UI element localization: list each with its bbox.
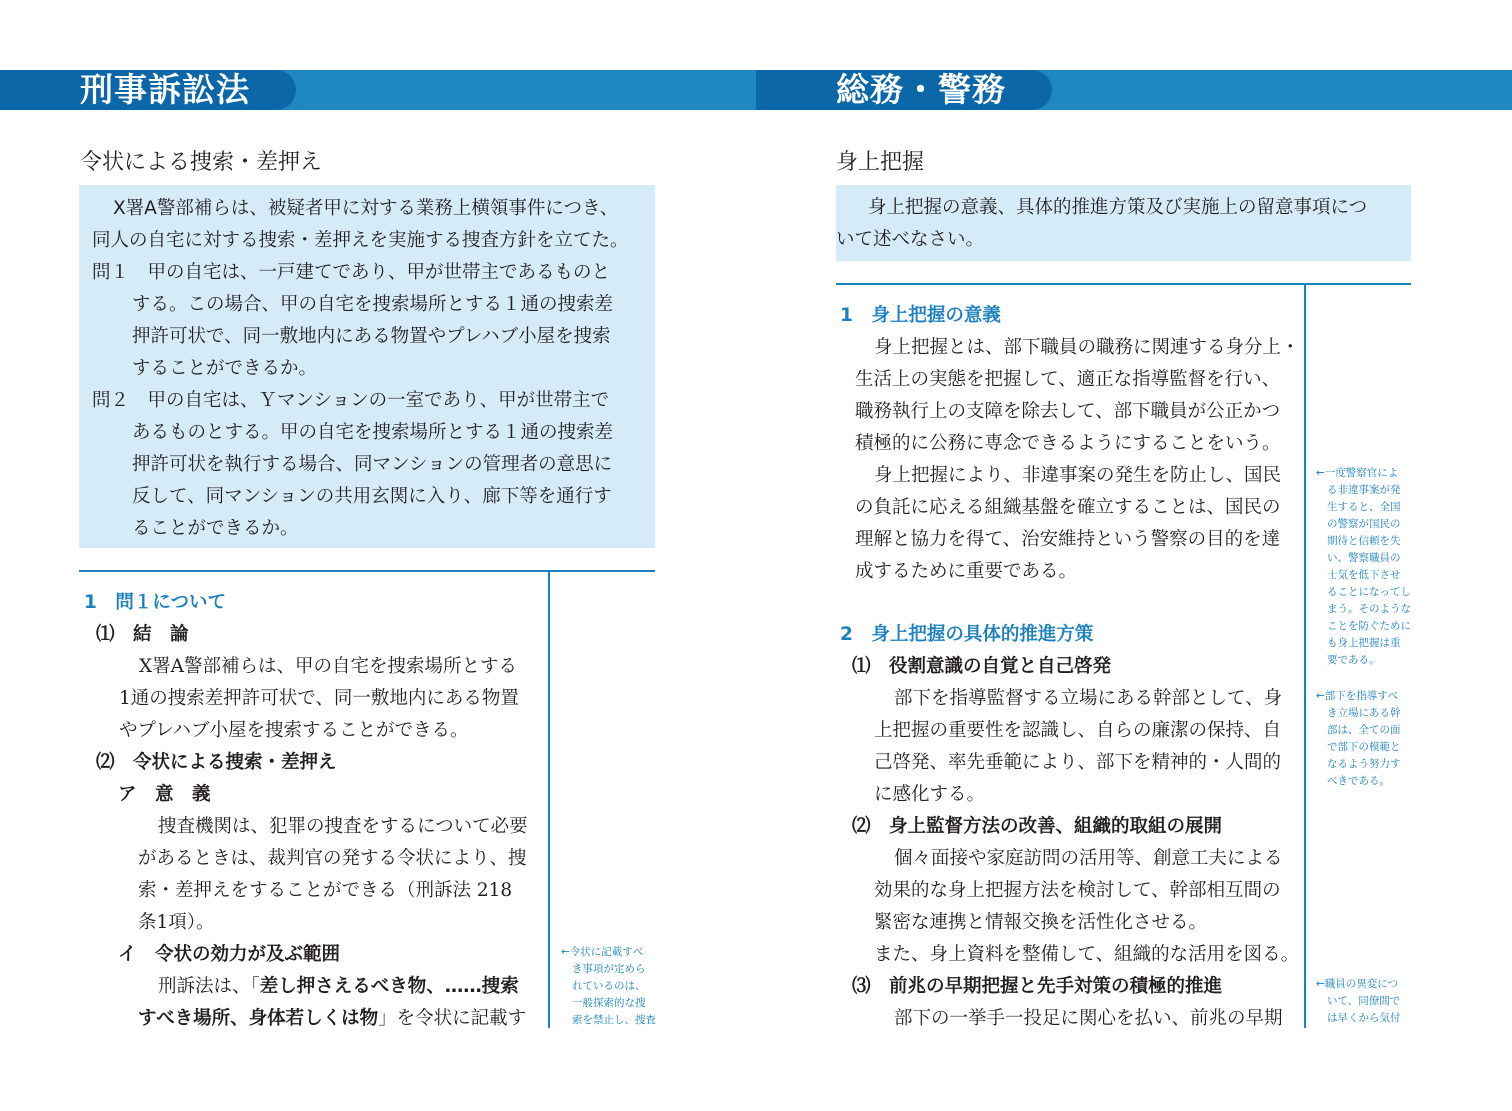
question-line: いて述べなさい。: [836, 229, 985, 250]
note-line: 士気を低下させ: [1327, 569, 1401, 581]
note-line: まう。そのような: [1327, 603, 1411, 615]
note-line: き立場にある幹: [1327, 707, 1401, 719]
note-line: いて、同僚間で: [1327, 995, 1401, 1007]
body-line: 捜査機関は、犯罪の捜査をするについて必要: [158, 816, 528, 837]
body-line: 効果的な身上把握方法を検討して、幹部相互間の: [874, 880, 1281, 901]
margin-note-right-2: [1316, 688, 1401, 790]
section-rule-right: [836, 283, 1411, 285]
section-heading: 1 問１について: [84, 592, 227, 613]
question-line: 同人の自宅に対する捜索・差押えを実施する捜査方針を立てた。: [92, 230, 629, 251]
question-line: 問１ 甲の自宅は、一戸建てであり、甲が世帯主であるものと: [92, 262, 611, 283]
note-line: ←令状に記載すべ: [561, 946, 644, 958]
body-line: [158, 971, 519, 1003]
body-line: X署A警部補らは、甲の自宅を捜索場所とする: [139, 656, 518, 677]
note-line: 部は、全ての面: [1327, 724, 1401, 736]
body-text: 刑訴法は、「: [158, 976, 260, 997]
note-line: 要である。: [1327, 654, 1380, 666]
margin-note-left: [561, 944, 656, 1029]
note-line: なるよう努力す: [1327, 758, 1401, 770]
question-line: 押許可状で、同一敷地内にある物置やプレハブ小屋を捜索: [132, 326, 611, 347]
topic-title-right: 身上把握: [836, 150, 925, 175]
body-line: 索・差押えをすることができる（刑訴法 218: [138, 880, 513, 901]
body-line: 身上把握とは、部下職員の職務に関連する身分上・: [874, 337, 1300, 358]
body-line: 生活上の実態を把握して、適正な指導監督を行い、: [855, 369, 1281, 390]
body-line: 成するために重要である。: [855, 561, 1078, 582]
note-line: で部下の模範と: [1327, 741, 1401, 753]
note-line: ←職員の異変につ: [1316, 978, 1399, 990]
body-line: 職務執行上の支障を除去して、部下職員が公正かつ: [855, 401, 1281, 422]
subsection-heading: ⑴ 結 論: [96, 624, 189, 645]
note-line: き事項が定めら: [572, 963, 646, 975]
note-line: れているのは、: [572, 980, 646, 992]
section-heading: 1 身上把握の意義: [840, 305, 1001, 326]
note-line: る非違事案が発: [1327, 484, 1401, 496]
body-line: 部下を指導監督する立場にある幹部として、身: [894, 688, 1283, 709]
question-line: することができるか。: [132, 358, 318, 379]
body-line: があるときは、裁判官の発する令状により、捜: [138, 848, 527, 869]
note-line: 索を禁止し、捜査: [572, 1014, 656, 1026]
body-line: 緊密な連携と情報交換を活性化させる。: [874, 912, 1208, 933]
subsection-heading: ⑴ 役割意識の自覚と自己啓発: [852, 656, 1112, 677]
note-line: ることになってし: [1327, 586, 1411, 598]
subsection-heading: ⑶ 前兆の早期把握と先手対策の積極的推進: [852, 976, 1223, 997]
note-line: ことを防ぐために: [1327, 620, 1411, 632]
subsection-heading: ⑵ 身上監督方法の改善、組織的取組の展開: [852, 816, 1223, 837]
note-line: も身上把握は重: [1327, 637, 1401, 649]
note-line: ←一度警察官によ: [1316, 467, 1399, 479]
question-line: 身上把握の意義、具体的推進方策及び実施上の留意事項につ: [868, 197, 1368, 218]
emphasis-text: すべき場所、身体若しくは物: [138, 1008, 379, 1029]
question-line: する。この場合、甲の自宅を捜索場所とする１通の捜索差: [132, 294, 614, 315]
section-rule-left: [79, 570, 655, 572]
note-line: は早くから気付: [1327, 1012, 1401, 1024]
note-line: 期待と信頼を失: [1327, 535, 1401, 547]
question-box-right: [836, 185, 1411, 261]
emphasis-text: 差し押さえるべき物、……捜索: [259, 976, 519, 997]
question-line: 問２ 甲の自宅は、Ｙマンションの一室であり、甲が世帯主で: [92, 390, 610, 411]
margin-divider-right: [1304, 283, 1306, 1028]
note-line: べきである。: [1327, 775, 1390, 787]
question-line: 押許可状を執行する場合、同マンションの管理者の意思に: [132, 454, 613, 475]
body-line: また、身上資料を整備して、組織的な活用を図る。: [874, 944, 1300, 965]
body-line: 1通の捜索差押許可状で、同一敷地内にある物置: [119, 688, 519, 709]
body-line: やプレハブ小屋を捜索することができる。: [119, 720, 469, 741]
margin-note-right-1: [1316, 465, 1411, 669]
question-box-left: [79, 185, 655, 548]
body-line: 理解と協力を得て、治安維持という警察の目的を達: [855, 529, 1281, 550]
body-line: 己啓発、率先垂範により、部下を精神的・人間的: [874, 752, 1282, 773]
note-line: ←部下を指導すべ: [1316, 690, 1399, 702]
chapter-title-left: 刑事訴訟法: [80, 70, 250, 109]
body-line: 個々面接や家庭訪問の活用等、創意工夫による: [894, 848, 1283, 869]
margin-divider-left: [548, 570, 550, 1028]
question-line: あるものとする。甲の自宅を捜索場所とする１通の捜索差: [132, 422, 614, 443]
question-line: X署A警部補らは、被疑者甲に対する業務上横領事件につき、: [113, 198, 619, 219]
chapter-title-right: 総務・警務: [836, 70, 1006, 109]
body-line: 身上把握により、非違事案の発生を防止し、国民: [874, 465, 1282, 486]
body-line: 部下の一挙手一投足に関心を払い、前兆の早期: [894, 1008, 1283, 1029]
body-line: [138, 1003, 526, 1035]
item-heading: イ 令状の効力が及ぶ範囲: [118, 944, 341, 965]
section-heading: 2 身上把握の具体的推進方策: [840, 624, 1094, 645]
topic-title-left: 令状による捜索・差押え: [80, 150, 323, 175]
note-line: の警察が国民の: [1327, 518, 1401, 530]
note-line: 一般探索的な捜: [572, 997, 646, 1009]
body-line: 積極的に公務に専念できるようにすることをいう。: [855, 433, 1281, 454]
body-line: 条1項）。: [138, 912, 215, 933]
body-line: 上把握の重要性を認識し、自らの廉潔の保持、自: [874, 720, 1282, 741]
body-line: に感化する。: [874, 784, 986, 805]
item-heading: ア 意 義: [118, 784, 211, 805]
note-line: 生すると、全国: [1327, 501, 1401, 513]
body-line: の負託に応える組織基盤を確立することは、国民の: [855, 497, 1281, 518]
margin-note-right-3: [1316, 976, 1401, 1027]
subsection-heading: ⑵ 令状による捜索・差押え: [96, 752, 337, 773]
note-line: い、警察職員の: [1327, 552, 1401, 564]
question-line: 反して、同マンションの共用玄関に入り、廊下等を通行す: [132, 486, 612, 507]
body-text: 」を令状に記載す: [378, 1008, 527, 1029]
question-line: ることができるか。: [132, 518, 299, 539]
